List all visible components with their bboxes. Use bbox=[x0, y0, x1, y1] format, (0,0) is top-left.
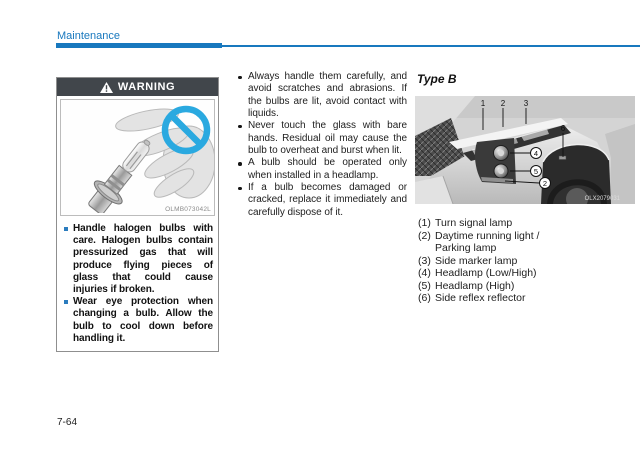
legend-label: Side marker lamp bbox=[435, 254, 518, 267]
legend-label: Turn signal lamp bbox=[435, 217, 513, 229]
legend-item bbox=[418, 292, 568, 305]
warning-title: WARNING bbox=[117, 81, 176, 93]
warning-bullet-text: Handle halogen bulbs with care. Halogen bulbs contain pressurized gas that will produce flying pieces of glass that could cause injuries if broken. bbox=[73, 223, 213, 296]
callout-2-circled: 2 bbox=[542, 178, 548, 188]
note-bullet bbox=[237, 120, 407, 157]
headlamp-diagram bbox=[415, 96, 635, 204]
header-rule-thick bbox=[56, 43, 222, 48]
illustration-code: OLMB073042L bbox=[165, 206, 211, 213]
legend-num: (5) bbox=[418, 279, 431, 292]
warning-bullet-text: Wear eye protection when changing a bulb. Allow the bulb to cool down before handling it. bbox=[73, 296, 213, 344]
figure-code: OLX2079031 bbox=[584, 196, 620, 202]
legend-num: (1) bbox=[418, 217, 431, 229]
note-text: Always handle them carefully, and avoid scratches and abrasions. If the bulbs are lit, avoid contact with liquids. bbox=[248, 71, 407, 120]
warning-bullet bbox=[63, 223, 213, 296]
side-reflex-reflector bbox=[559, 156, 566, 160]
warning-triangle-icon bbox=[100, 82, 113, 93]
warning-header bbox=[57, 78, 218, 96]
bullet-dot-icon bbox=[238, 187, 242, 191]
note-bullet bbox=[237, 157, 407, 182]
legend-item bbox=[418, 255, 568, 268]
callout-2: 2 bbox=[500, 99, 506, 108]
bulb-illustration bbox=[60, 99, 215, 216]
bullet-square-icon bbox=[64, 227, 68, 231]
header-rule-thin bbox=[222, 45, 640, 47]
legend-num: (6) bbox=[418, 292, 431, 304]
legend-num: (4) bbox=[418, 267, 431, 279]
legend-label: Headlamp (High) bbox=[435, 279, 515, 292]
bullet-square-icon bbox=[64, 300, 68, 304]
callout-1: 1 bbox=[480, 99, 486, 108]
callout-4-circled: 4 bbox=[533, 148, 539, 158]
note-text: If a bulb becomes damaged or cracked, replace it immediately and carefully dispose of it. bbox=[248, 182, 407, 218]
warning-bullet bbox=[63, 296, 213, 345]
page-number: 7-64 bbox=[57, 417, 78, 428]
callout-6: 6 bbox=[560, 124, 566, 133]
legend-item bbox=[418, 280, 568, 293]
legend-label: Side reflex reflector bbox=[435, 292, 526, 304]
bulb-illustration-svg bbox=[61, 100, 215, 213]
bullet-dot-icon bbox=[238, 162, 242, 166]
warning-box bbox=[56, 77, 219, 352]
note-text: A bulb should be operated only when installed in a headlamp. bbox=[248, 157, 407, 181]
bullet-dot-icon bbox=[238, 76, 242, 80]
legend-item bbox=[418, 230, 568, 255]
note-bullet bbox=[237, 182, 407, 219]
callout-5-circled: 5 bbox=[533, 166, 539, 176]
note-bullet bbox=[237, 71, 407, 120]
legend-item bbox=[418, 267, 568, 280]
callout-3: 3 bbox=[523, 99, 529, 108]
legend-label: Daytime running light / Parking lamp bbox=[435, 229, 540, 254]
legend-num: (3) bbox=[418, 254, 431, 267]
type-label: Type B bbox=[417, 72, 457, 86]
legend-num: (2) bbox=[418, 229, 431, 242]
headlamp-diagram-svg bbox=[415, 96, 635, 204]
legend-label: Headlamp (Low/High) bbox=[435, 267, 537, 279]
handling-notes-column bbox=[237, 71, 407, 219]
bullet-dot-icon bbox=[238, 125, 242, 129]
note-text: Never touch the glass with bare hands. Residual oil may cause the bulb to overheat and burst when lit. bbox=[248, 120, 407, 157]
section-title: Maintenance bbox=[57, 30, 120, 42]
legend-item bbox=[418, 217, 568, 230]
warning-bullet-list bbox=[57, 216, 218, 351]
lamp-legend bbox=[418, 217, 568, 305]
